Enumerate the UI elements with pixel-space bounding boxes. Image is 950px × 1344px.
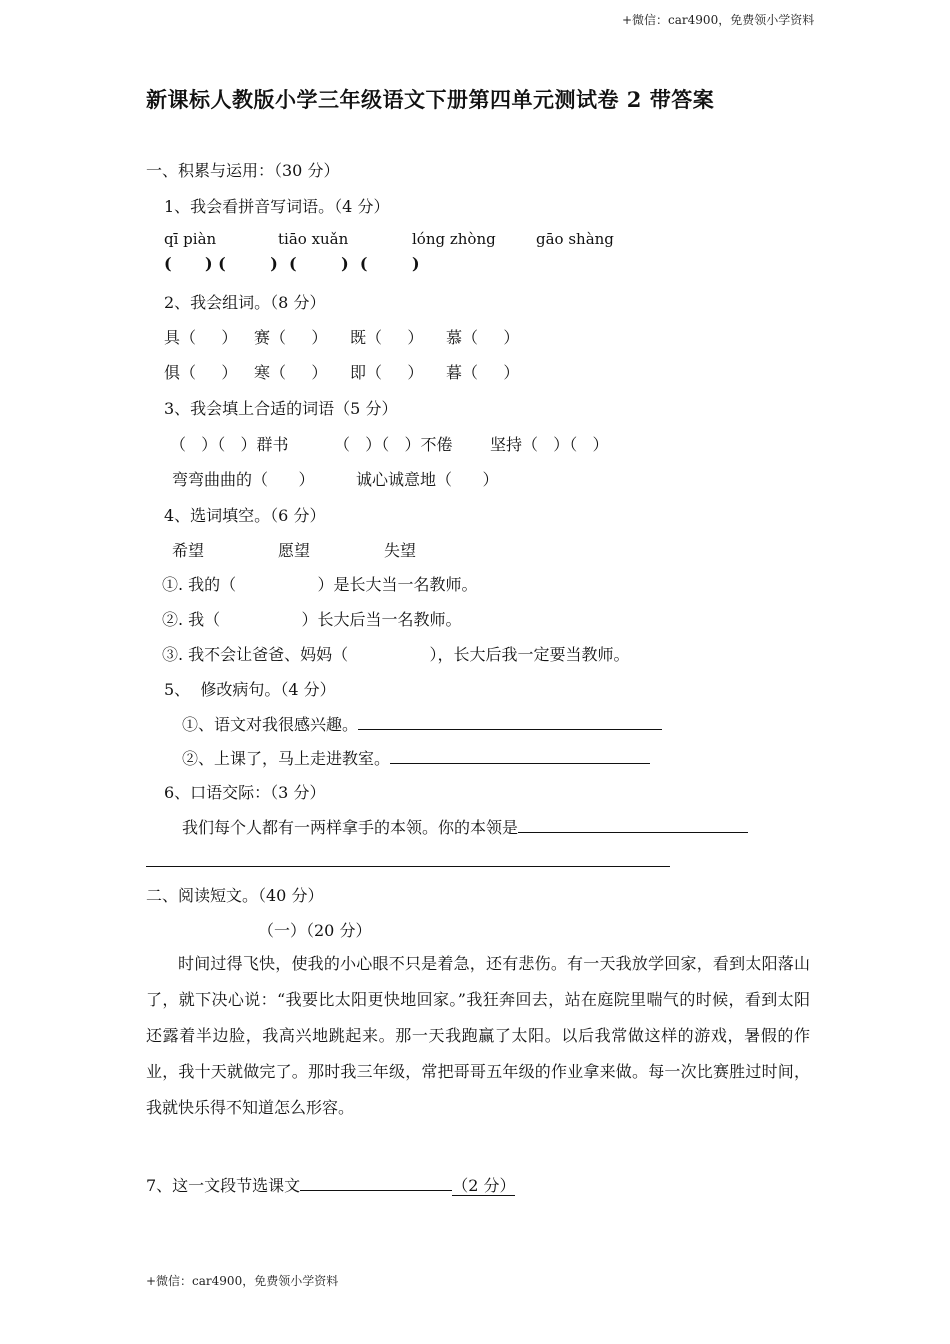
word-choice-3: 失望 xyxy=(384,541,417,560)
compound-6: 寒（ ） xyxy=(254,363,328,382)
phrase-fill-1: （ ）（ ）群书 xyxy=(170,435,289,454)
footer-note: +微信：car4900，免费领小学资料 xyxy=(146,1274,339,1288)
skill-answer-line-2[interactable] xyxy=(146,866,670,867)
compound-3: 既（ ） xyxy=(350,328,424,347)
fill-sentence-1: ①. 我的（ ）是长大当一名教师。 xyxy=(162,575,478,594)
phrase-fill-3: 坚持（ ）（ ） xyxy=(490,435,609,454)
compound-7: 即（ ） xyxy=(350,363,424,382)
compound-2: 赛（ ） xyxy=(254,328,328,347)
pinyin-2: tiāo xuǎn xyxy=(278,230,349,248)
skill-prompt xyxy=(182,815,748,838)
phrase-fill-5: 诚心诚意地（ ） xyxy=(356,470,499,489)
question-7 xyxy=(146,1173,515,1196)
question-6-label: 6、口语交际：（3 分） xyxy=(164,783,326,802)
sick-sentence-1-text: ①、语文对我很感兴趣。 xyxy=(182,715,359,734)
question-5-label: 5、 修改病句。（4 分） xyxy=(164,680,336,699)
pinyin-4: gāo shàng xyxy=(536,230,614,248)
pinyin-3: lóng zhòng xyxy=(412,230,496,248)
fill-sentence-2: ②. 我（ ）长大后当一名教师。 xyxy=(162,610,462,629)
sick-sentence-1 xyxy=(182,712,662,735)
compound-8: 暮（ ） xyxy=(446,363,520,382)
question-1-label: 1、我会看拼音写词语。（4 分） xyxy=(164,197,390,216)
compound-1: 具（ ） xyxy=(164,328,238,347)
answer-line-2[interactable] xyxy=(390,747,650,764)
sick-sentence-2 xyxy=(182,746,650,769)
section-two-heading: 二、阅读短文。（40 分） xyxy=(146,886,324,905)
subsection-one: （一）（20 分） xyxy=(258,921,372,940)
question-2-label: 2、我会组词。（8 分） xyxy=(164,293,326,312)
word-choice-2: 愿望 xyxy=(278,541,311,560)
phrase-fill-4: 弯弯曲曲的（ ） xyxy=(172,470,315,489)
answer-line-1[interactable] xyxy=(358,713,662,730)
word-choice-1: 希望 xyxy=(172,541,205,560)
question-3-label: 3、我会填上合适的词语（5 分） xyxy=(164,399,398,418)
question-7-label: 7、这一文段节选课文 xyxy=(146,1176,301,1195)
skill-prompt-text: 我们每个人都有一两样拿手的本领。你的本领是 xyxy=(182,818,519,837)
sick-sentence-2-text: ②、上课了，马上走进教室。 xyxy=(182,749,391,768)
header-note: +微信：car4900，免费领小学资料 xyxy=(622,13,815,27)
pinyin-answer-blanks: ( ) ( ) ( ) ( ) xyxy=(164,254,420,273)
question-4-label: 4、选词填空。（6 分） xyxy=(164,506,326,525)
section-one-heading: 一、积累与运用：（30 分） xyxy=(146,161,340,180)
reading-passage: 时间过得飞快，使我的小心眼不只是着急，还有悲伤。有一天我放学回家，看到太阳落山了，就下决心说：“我要比太阳更快地回家。”我狂奔回去，站在庭院里喘气的时候，看到太阳还露着半边脸，我高兴地跳起来。那一天我跑赢了太阳。以后我常做这样的游戏，暑假的作业，我十天就做完了。那时我三年级，常把哥哥五年级的作业拿来做。每一次比赛胜过时间，我就快乐得不知道怎么形容。 xyxy=(146,954,810,1117)
phrase-fill-2: （ ）（ ）不倦 xyxy=(334,435,453,454)
lesson-answer-line[interactable] xyxy=(300,1174,452,1191)
pinyin-1: qī piàn xyxy=(164,230,217,248)
compound-4: 慕（ ） xyxy=(446,328,520,347)
skill-answer-line[interactable] xyxy=(518,816,748,833)
page-title: 新课标人教版小学三年级语文下册第四单元测试卷 2 带答案 xyxy=(146,87,715,112)
question-7-score: （2 分） xyxy=(452,1176,516,1195)
compound-5: 俱（ ） xyxy=(164,363,238,382)
fill-sentence-3: ③. 我不会让爸爸、妈妈（ ），长大后我一定要当教师。 xyxy=(162,645,630,664)
